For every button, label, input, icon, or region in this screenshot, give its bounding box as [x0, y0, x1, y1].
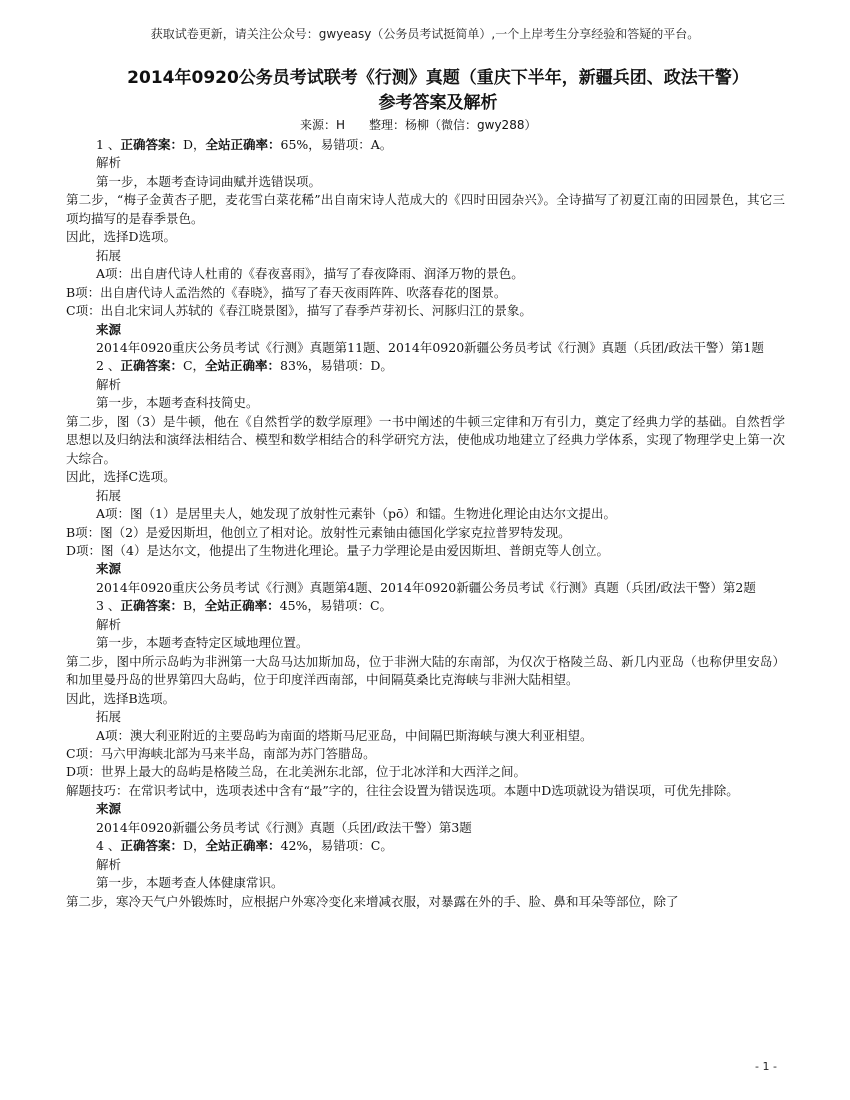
document-body [66, 136, 785, 911]
q2-option-b: B项：图（2）是爱因斯坦，他创立了相对论。放射性元素铀由德国化学家克拉普罗特发现。 [66, 524, 571, 540]
q1-option-a: A项：出自唐代诗人杜甫的《春夜喜雨》，描写了春夜降雨、润泽万物的景色。 [96, 266, 524, 282]
q2-answer-line: 2 、正确答案：C，全站正确率：83%，易错项：D。 [96, 358, 393, 374]
q1-analysis-heading: 解析 [96, 155, 122, 171]
promo-note: 获取试卷更新，请关注公众号：gwyeasy（公务员考试挺简单）,一个上岸考生分享经验和答疑的平台。 [150, 27, 700, 41]
q2-source: 2014年0920重庆公务员考试《行测》真题第4题、2014年0920新疆公务员考试《行测》真题（兵团/政法干警）第2题 [96, 579, 756, 595]
q2-extension-heading: 拓展 [96, 487, 122, 503]
q2-step2: 第二步，图（3）是牛顿，他在《自然哲学的数学原理》一书中阐述的牛顿三定律和万有引力，奠定了经典力学的基础。自然哲学思想以及归纳法和演绎法相结合、模型和数学相结合的科学研究方法，使他成功地建立了经典力学体系，实现了物理学史上第一次大综合。 [66, 413, 785, 466]
q1-conclusion: 因此，选择D选项。 [66, 229, 177, 245]
q4-step2: 第二步，寒冷天气户外锻炼时，应根据户外寒冷变化来增减衣服，对暴露在外的手、脸、鼻和耳朵等部位，除了 [66, 893, 679, 909]
q1-source: 2014年0920重庆公务员考试《行测》真题第11题、2014年0920新疆公务员考试《行测》真题（兵团/政法干警）第1题 [96, 339, 764, 355]
q1-step2: 第二步，“梅子金黄杏子肥，麦花雪白菜花稀”出自南宋诗人范成大的《四时田园杂兴》。全诗描写了初夏江南的田园景色，其它三项均描写的是春季景色。 [66, 192, 785, 226]
q1-answer-line: 1 、正确答案：D，全站正确率：65%，易错项：A。 [96, 137, 393, 152]
q3-step1: 第一步，本题考查特定区域地理位置。 [96, 635, 309, 651]
q2-conclusion: 因此，选择C选项。 [66, 469, 176, 485]
q3-analysis-heading: 解析 [96, 616, 122, 632]
q4-step1: 第一步，本题考查人体健康常识。 [96, 875, 284, 891]
q2-step1: 第一步，本题考查科技简史。 [96, 395, 259, 411]
q4-answer-line: 4 、正确答案：D，全站正确率：42%，易错项：C。 [96, 838, 393, 854]
q3-answer-line: 3 、正确答案：B，全站正确率：45%，易错项：C。 [96, 598, 393, 614]
q2-option-a: A项：图（1）是居里夫人，她发现了放射性元素钋（pō）和镭。生物进化理论由达尔文提出。 [96, 506, 617, 522]
title-line-2: 参考答案及解析 [378, 93, 498, 113]
q2-option-d: D项：图（4）是达尔文，他提出了生物进化理论。量子力学理论是由爱因斯坦、普朗克等人创立。 [66, 542, 609, 558]
q3-step2: 第二步，图中所示岛屿为非洲第一大岛马达加斯加岛，位于非洲大陆的东南部，为仅次于格陵兰岛、新几内亚岛（也称伊里安岛）和加里曼丹岛的世界第四大岛屿，位于印度洋西南部，中间隔莫桑比克海峡与非洲大陆相望。 [66, 653, 785, 688]
q3-source-heading: 来源 [96, 801, 122, 817]
q1-option-c: C项：出自北宋词人苏轼的《春江晓景图》，描写了春季芦芽初长、河豚归江的景象。 [66, 303, 532, 319]
page-title [88, 66, 788, 116]
q3-extension-heading: 拓展 [96, 709, 122, 725]
page-number: - 1 - [755, 1060, 777, 1073]
q1-option-b: B项：出自唐代诗人孟浩然的《春晓》，描写了春天夜雨阵阵、吹落春花的图景。 [66, 284, 507, 300]
q3-option-d: D项：世界上最大的岛屿是格陵兰岛，在北美洲东北部，位于北冰洋和大西洋之间。 [66, 764, 527, 780]
title-line-1: 2014年0920公务员考试联考《行测》真题（重庆下半年，新疆兵团、政法干警） [127, 68, 749, 88]
q2-analysis-heading: 解析 [96, 376, 122, 392]
q1-step1: 第一步，本题考查诗词曲赋并选错误项。 [96, 173, 322, 189]
q2-source-heading: 来源 [96, 561, 122, 577]
q3-source: 2014年0920新疆公务员考试《行测》真题（兵团/政法干警）第3题 [96, 819, 472, 835]
q3-conclusion: 因此，选择B选项。 [66, 690, 176, 706]
q1-source-heading: 来源 [96, 321, 122, 337]
q3-option-c: C项：马六甲海峡北部为马来半岛，南部为苏门答腊岛。 [66, 745, 376, 761]
q3-tip: 解题技巧：在常识考试中，选项表述中含有“最”字的，往往会设置为错误选项。本题中D选项就设为错误项，可优先排除。 [66, 782, 739, 798]
q1-extension-heading: 拓展 [96, 247, 122, 263]
q4-analysis-heading: 解析 [96, 856, 122, 872]
source-line: 来源：H 整理：杨柳（微信：gwy288） [300, 118, 537, 132]
q3-option-a: A项：澳大利亚附近的主要岛屿为南面的塔斯马尼亚岛，中间隔巴斯海峡与澳大利亚相望。 [96, 727, 593, 743]
